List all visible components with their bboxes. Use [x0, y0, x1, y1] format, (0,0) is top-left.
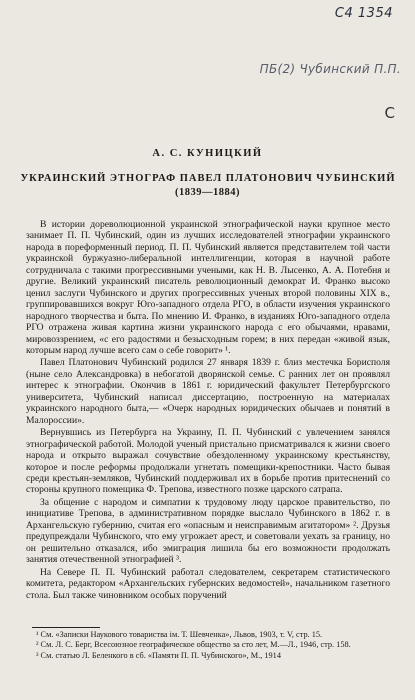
- handwritten-corner-mark: С: [384, 104, 395, 122]
- article-author: А. С. КУНИЦКИЙ: [152, 148, 263, 159]
- footnote: ¹ См. «Записки Наукового товариства ім. Т. Шевченка», Львов, 1903, т. V, стр. 15.: [36, 630, 323, 639]
- article-title: УКРАИНСКИЙ ЭТНОГРАФ ПАВЕЛ ПЛАТОНОВИЧ ЧУБИНСКИЙ: [20, 173, 396, 184]
- footnote-divider: [32, 627, 100, 628]
- article-body: [26, 219, 390, 601]
- footnote: ³ См. статью Л. Беленкого в сб. «Памяти П. П. Чубинского», М., 1914: [36, 650, 281, 660]
- paragraph: В истории дореволюционной украинской этнографической науки крупное место занимает П. П. Чубинский, один из лучших исследователей этнографии украинского народа в пореформенный период. П. П. Чубинский является представителем той части украинской буржуазно-либеральной интеллигенции, которая в научной работе сотрудничала с такими прогрессивными учеными, как Н. В. Лысенко, А. А. Потебня и другие. Великий украинский писатель революционный демократ И. Франко высоко ценил заслуги Чубинского и других прогрессивных ученых второй половины XIX в., группировавшихся вокруг Юго-западного отдела РГО, в области изучения украинского народного творчества и быта. По мнению И. Франко, в изданиях Юго-западного отдела РГО отражена живая картина жизни украинского народа с его обычаями, нравами, мировоззрением, «с его радостями и безысходным горем; в них передан «живой язык, которым народ лучше всего сам о себе говорит» ¹.: [26, 219, 390, 356]
- handwritten-margin-note: ПБ(2) Чубинский П.П.: [259, 62, 401, 76]
- paragraph: За общение с народом и симпатии к трудовому люду царское правительство, по инициативе Трепова, в административном порядке выслало Чубинского в 1862 г. в Архангельскую губернию, считая его «опасным и неисправимым агитатором» ². Друзья предупреждали Чубинского, что ему угрожает арест, и советовали уехать за границу, но он решительно отказался, ибо эмиграция лишила бы его возможности продолжать занятия отечественной этнографией ³.: [26, 496, 390, 566]
- footnotes: [26, 630, 390, 661]
- footnote: ² См. Л. С. Берг, Всесоюзное географическое общество за сто лет, М.—Л., 1946, стр. 158.: [36, 640, 351, 650]
- article-years: (1839—1884): [175, 187, 240, 198]
- paragraph: Павел Платонович Чубинский родился 27 января 1839 г. близ местечка Борисполя (ныне село Александровка) в небогатой дворянской семье. С ранних лет он проявлял интерес к этнографии. Окончив в 1861 г. юридический факультет Петербургского университета, Чубинский написал диссертацию, построенную на материалах украинского народного быта,— «Очерк народных юридических обычаев и понятий в Малороссии».: [26, 357, 390, 426]
- paragraph: Вернувшись из Петербурга на Украину, П. П. Чубинский с увлечением занялся этнографической работой. Молодой ученый пристально присматривался к жизни своего народа и открыто выражал сочувствие обездоленному украинскому крестьянству, которое и после реформы продолжали угнетать помещики-крепостники. Часто бывая среди крестьян-земляков, Чубинский поддерживал их в борьбе против притеснений со стороны крупного помещика Ф. Трепова, известного позже царского сатрапа.: [26, 427, 390, 496]
- paragraph: На Севере П. П. Чубинский работал следователем, секретарем статистического комитета, редактором «Архангельских губернских ведомостей», начальником газетного стола. Был также чиновником особых поручений: [26, 566, 390, 601]
- handwritten-archive-number: C4 1354: [334, 6, 393, 21]
